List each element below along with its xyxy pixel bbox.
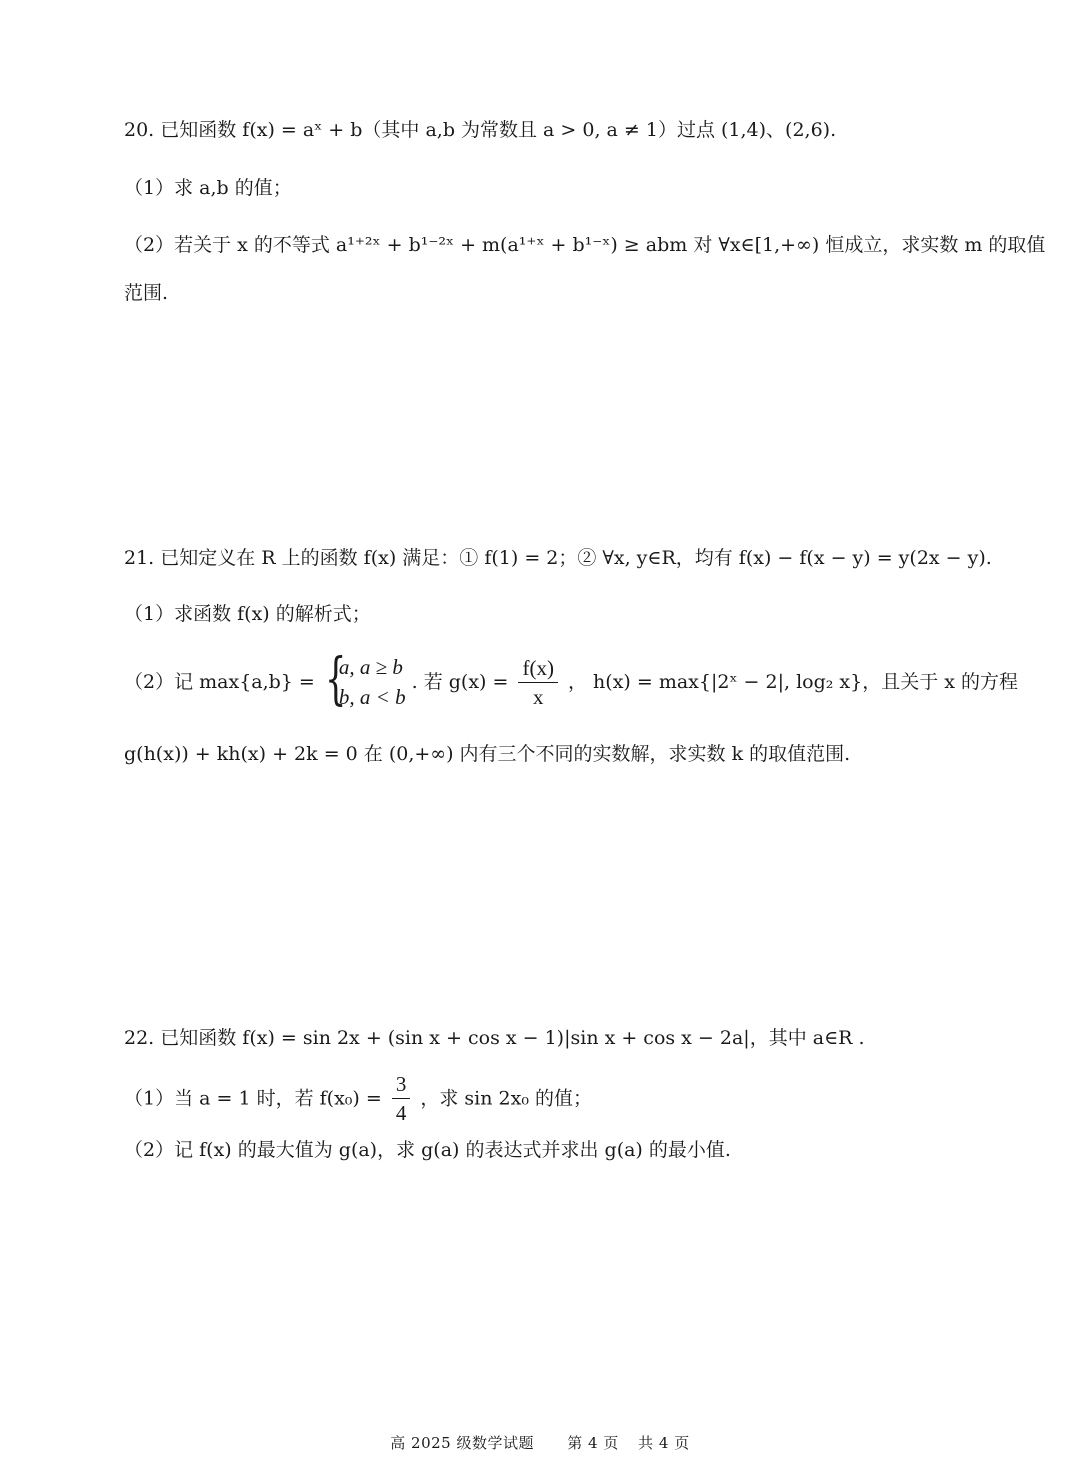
footer-title: 高 2025 级数学试题 — [390, 1434, 534, 1452]
g-fraction — [518, 654, 557, 711]
q20-part1: （1）求 a,b 的值； — [124, 177, 292, 199]
q22-part2: （2）记 f(x) 的最大值为 g(a)，求 g(a) 的表达式并求出 g(a) 的最小值. — [124, 1139, 731, 1161]
case-row-1: a, a ≥ b — [338, 655, 403, 679]
q21-part2-line2: g(h(x)) + kh(x) + 2k = 0 在 (0,+∞) 内有三个不同的实数解，求实数 k 的取值范围. — [124, 743, 851, 765]
q21-part2-line1 — [124, 647, 1019, 712]
left-brace-icon: { — [324, 647, 347, 712]
fraction-numerator: 3 — [392, 1070, 411, 1099]
fraction-numerator: f(x) — [518, 654, 557, 683]
page-footer — [0, 1432, 1080, 1454]
q22-part1-prefix: （1）当 a = 1 时，若 f(x₀) = — [124, 1087, 382, 1110]
q20-part2-line2: 范围. — [124, 282, 169, 304]
q22-part1-suffix: ，求 sin 2x₀ 的值； — [420, 1087, 592, 1110]
q22-part1 — [124, 1070, 592, 1127]
fraction-denominator: x — [532, 684, 544, 709]
q21-part2-mid: . 若 g(x) = — [411, 671, 509, 693]
three-quarters-fraction — [392, 1070, 411, 1127]
q21-stem: 21. 已知定义在 R 上的函数 f(x) 满足：① f(1) = 2；② ∀x, y∈R，均有 f(x) − f(x − y) = y(2x − y). — [124, 547, 992, 569]
footer-total-pages: 共 4 页 — [638, 1434, 690, 1452]
piecewise-cases — [324, 647, 406, 712]
case-row-2: b, a < b — [338, 685, 406, 709]
q21-part2-prefix: （2）记 max{a,b} = — [124, 671, 315, 693]
q20-part2-line1: （2）若关于 x 的不等式 a¹⁺²ˣ + b¹⁻²ˣ + m(a¹⁺ˣ + b¹⁻ˣ) ≥ abm 对 ∀x∈[1,+∞) 恒成立，求实数 m 的取值 — [124, 234, 1046, 256]
footer-page-number: 第 4 页 — [567, 1434, 619, 1452]
q21-part2-suffix: ， h(x) = max{|2ˣ − 2|, log₂ x}，且关于 x 的方程 — [568, 671, 1019, 693]
q22-stem: 22. 已知函数 f(x) = sin 2x + (sin x + cos x − 1)|sin x + cos x − 2a|，其中 a∈R . — [124, 1027, 865, 1049]
q21-part1: （1）求函数 f(x) 的解析式； — [124, 603, 371, 625]
fraction-denominator: 4 — [395, 1101, 407, 1125]
q20-stem: 20. 已知函数 f(x) = aˣ + b（其中 a,b 为常数且 a > 0, a ≠ 1）过点 (1,4)、(2,6). — [124, 119, 837, 141]
